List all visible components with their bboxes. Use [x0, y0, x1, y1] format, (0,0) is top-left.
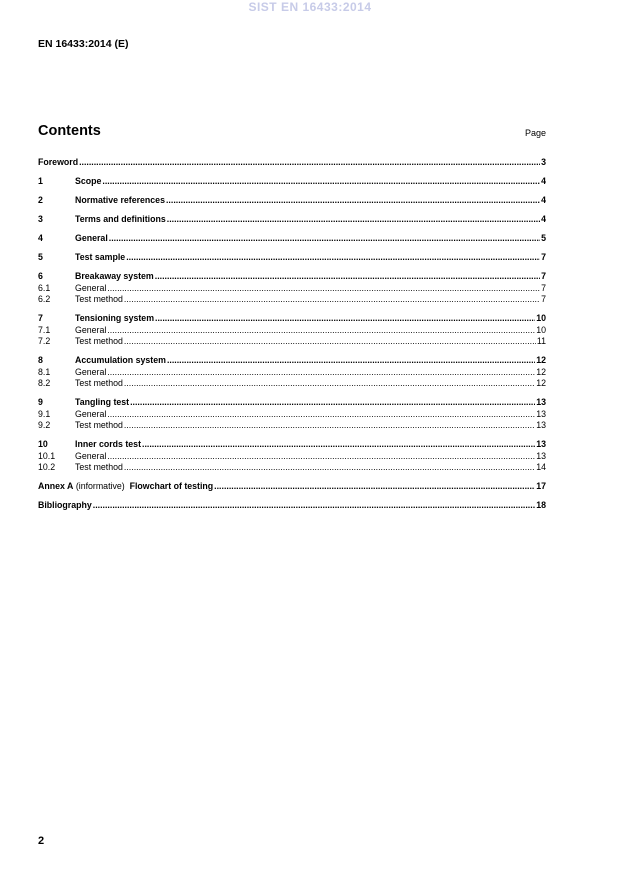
dot-leader	[107, 451, 535, 463]
dot-leader	[155, 313, 535, 325]
dot-leader	[130, 397, 535, 409]
toc-entry-text: Test sample	[75, 252, 126, 262]
toc-subentry[interactable]	[38, 325, 546, 337]
toc-subentry[interactable]	[38, 420, 546, 432]
dot-leader	[102, 176, 540, 188]
toc-entry-number: 10	[38, 439, 48, 449]
toc-entry-page: 3	[541, 157, 546, 167]
toc-entry-number: 10.2	[38, 462, 56, 472]
toc-entry-text: General	[75, 366, 107, 377]
toc-subentry[interactable]	[38, 378, 546, 390]
dot-leader	[214, 481, 535, 493]
page-column-label: Page	[524, 128, 546, 138]
dot-leader	[167, 355, 535, 367]
annex-prefix: Annex A	[38, 481, 74, 491]
toc-entry[interactable]	[38, 176, 546, 188]
toc-entry-text: Test method	[75, 420, 123, 430]
toc-subentry[interactable]	[38, 336, 546, 348]
toc-entry-page: 5	[541, 233, 546, 243]
toc-entry-text	[38, 481, 213, 493]
dot-leader	[124, 294, 540, 306]
toc-entry-page: 7	[541, 252, 546, 262]
toc-entry-number: 9	[38, 397, 43, 407]
toc-entry-text: Accumulation system	[75, 355, 166, 365]
toc-entry-page: 4	[541, 214, 546, 224]
toc-entry-page: 18	[536, 500, 546, 510]
toc-entry-foreword[interactable]	[38, 157, 546, 169]
toc-entry-page: 13	[536, 420, 546, 430]
toc-entry-page: 13	[536, 408, 546, 419]
dot-leader	[79, 157, 540, 169]
watermark: SIST EN 16433:2014	[248, 0, 372, 14]
toc-entry-number: 7.1	[38, 324, 51, 335]
toc-entry-page: 12	[536, 355, 546, 365]
toc-entry-text: Breakaway system	[75, 271, 154, 281]
toc-entry[interactable]	[38, 271, 546, 283]
toc-entry-page: 17	[536, 481, 546, 491]
table-of-contents	[38, 157, 546, 512]
toc-entry-text: Normative references	[75, 195, 165, 205]
toc-entry[interactable]	[38, 313, 546, 325]
toc-entry-bibliography[interactable]	[38, 500, 546, 512]
toc-entry-text: Bibliography	[38, 500, 92, 510]
toc-entry-page: 13	[536, 439, 546, 449]
toc-entry-page: 14	[536, 462, 546, 472]
toc-entry-number: 10.1	[38, 450, 56, 461]
toc-entry-text: Terms and definitions	[75, 214, 166, 224]
toc-entry-page: 4	[541, 195, 546, 205]
toc-entry[interactable]	[38, 355, 546, 367]
toc-entry-number: 4	[38, 233, 43, 243]
dot-leader	[93, 500, 535, 512]
dot-leader	[124, 420, 535, 432]
dot-leader	[107, 325, 535, 337]
dot-leader	[167, 214, 540, 226]
toc-entry-page: 12	[536, 366, 546, 377]
dot-leader	[107, 367, 535, 379]
toc-entry-annex-a[interactable]	[38, 481, 546, 493]
toc-entry-text: General	[75, 408, 107, 419]
toc-entry-page: 13	[536, 397, 546, 407]
toc-entry[interactable]	[38, 233, 546, 245]
toc-subentry[interactable]	[38, 367, 546, 379]
contents-title: Contents	[38, 123, 101, 139]
toc-entry-page: 10	[536, 324, 546, 335]
dot-leader	[124, 462, 535, 474]
toc-entry-text: General	[75, 282, 107, 293]
dot-leader	[124, 378, 535, 390]
dot-leader	[107, 283, 540, 295]
toc-subentry[interactable]	[38, 409, 546, 421]
toc-entry-page: 7	[541, 282, 546, 293]
toc-entry-number: 5	[38, 252, 43, 262]
dot-leader	[109, 233, 540, 245]
annex-note: (informative)	[75, 481, 125, 491]
toc-entry-number: 7.2	[38, 336, 51, 346]
toc-entry-text: Test method	[75, 462, 123, 472]
toc-entry-page: 12	[536, 378, 546, 388]
toc-entry[interactable]	[38, 439, 546, 451]
dot-leader	[142, 439, 535, 451]
toc-entry-number: 8	[38, 355, 43, 365]
toc-subentry[interactable]	[38, 451, 546, 463]
toc-subentry[interactable]	[38, 462, 546, 474]
toc-entry-text: Tensioning system	[75, 313, 155, 323]
annex-title: Flowchart of testing	[129, 481, 214, 491]
toc-entry-number: 7	[38, 313, 43, 323]
toc-entry[interactable]	[38, 214, 546, 226]
toc-entry-number: 8.2	[38, 378, 51, 388]
toc-entry-text: Test method	[75, 336, 123, 346]
toc-entry-text: General	[75, 233, 108, 243]
toc-entry-page: 4	[541, 176, 546, 186]
toc-subentry[interactable]	[38, 294, 546, 306]
toc-entry-number: 1	[38, 176, 43, 186]
toc-entry-text: Inner cords test	[75, 439, 141, 449]
toc-entry-page: 10	[536, 313, 546, 323]
toc-entry[interactable]	[38, 397, 546, 409]
toc-entry-text: Tangling test	[75, 397, 130, 407]
dot-leader	[166, 195, 540, 207]
toc-entry-number: 9.1	[38, 408, 51, 419]
toc-entry-page: 11	[536, 336, 546, 346]
dot-leader	[155, 271, 540, 283]
dot-leader	[107, 409, 535, 421]
toc-entry[interactable]	[38, 195, 546, 207]
toc-entry-number: 9.2	[38, 420, 51, 430]
dot-leader	[124, 336, 536, 348]
toc-entry-text: General	[75, 450, 107, 461]
toc-entry-page: 7	[541, 294, 546, 304]
toc-entry-page: 13	[536, 450, 546, 461]
toc-entry-number: 3	[38, 214, 43, 224]
toc-entry-text: Test method	[75, 294, 123, 304]
toc-entry-text: Scope	[75, 176, 102, 186]
toc-entry-number: 6.1	[38, 282, 51, 293]
dot-leader	[126, 252, 540, 264]
toc-entry-text: General	[75, 324, 107, 335]
toc-entry-page: 7	[541, 271, 546, 281]
toc-subentry[interactable]	[38, 283, 546, 295]
toc-entry-number: 2	[38, 195, 43, 205]
page-number: 2	[38, 835, 45, 847]
toc-entry-number: 6	[38, 271, 43, 281]
document-id: EN 16433:2014 (E)	[38, 38, 129, 50]
toc-entry-text: Foreword	[38, 157, 79, 167]
toc-entry-text: Test method	[75, 378, 123, 388]
toc-entry[interactable]	[38, 252, 546, 264]
toc-entry-number: 8.1	[38, 366, 51, 377]
toc-entry-number: 6.2	[38, 294, 51, 304]
